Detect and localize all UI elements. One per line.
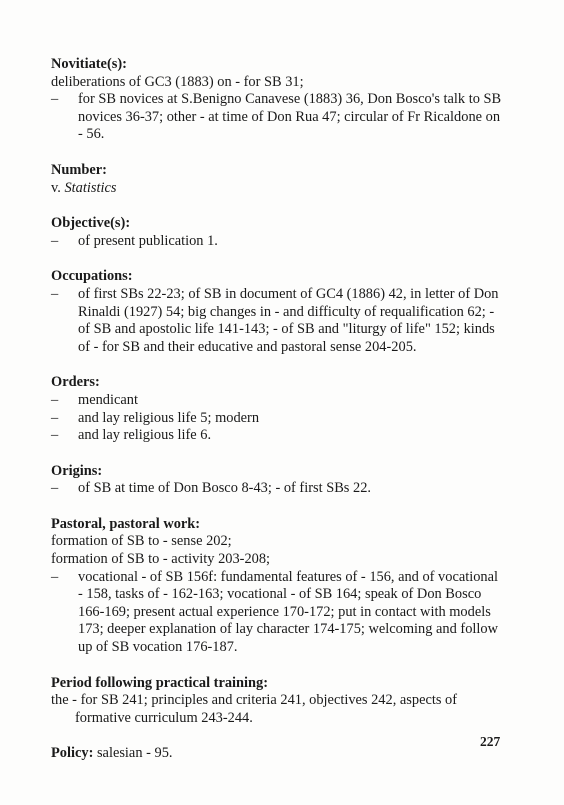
entry-line: deliberations of GC3 (1883) on - for SB 31; bbox=[51, 73, 304, 90]
index-entry bbox=[51, 516, 503, 657]
dash-item-text: vocational - of SB 156f: fundamental features of - 156, and of vocational - 158, tasks of - 162-163; vocational - of SB 164; speak of Don Bosco 166-169; present actual experience 170-172; put in contact with models 173; deeper explanation of lay character 174-175; welcoming and follow up of SB vocation 176-187. bbox=[78, 568, 498, 656]
dash-item-text: mendicant bbox=[78, 391, 138, 408]
dash-item-text: and lay religious life 5; modern bbox=[78, 409, 260, 426]
index-entry bbox=[51, 268, 503, 356]
entry-line: formation of SB to - sense 202; bbox=[51, 533, 232, 550]
entry-line bbox=[51, 180, 503, 198]
dash-item: – of SB at time of Don Bosco 8-43; - of first SBs 22. bbox=[51, 480, 371, 497]
dash-item-text: for SB novices at S.Benigno Canavese (1883) 36, Don Bosco's talk to SB novices 36-37; other - at time of Don Rua 47; circular of Fr Ricaldone on - 56. bbox=[78, 91, 502, 143]
dash-item: – of present publication 1. bbox=[51, 232, 218, 249]
dash-item: – of first SBs 22-23; of SB in document of GC4 (1886) 42, in letter of Don Rinaldi (1927) 54; big changes in - and difficulty of requalification 62; - of SB and apostolic life 141-143; - of SB and "liturgy of life" 152; kinds of - for SB and their educative and pastoral sense 204-205. bbox=[51, 285, 499, 355]
index-entry bbox=[51, 745, 503, 763]
index-entry bbox=[51, 56, 503, 144]
entry-heading: Occupations: bbox=[51, 268, 133, 285]
entry-heading: Novitiate(s): bbox=[51, 56, 127, 72]
index-entry bbox=[51, 463, 503, 498]
dash-item-text: of SB at time of Don Bosco 8-43; - of first SBs 22. bbox=[78, 480, 371, 497]
page-number: 227 bbox=[480, 734, 501, 749]
index-entry bbox=[51, 374, 503, 444]
index-entry bbox=[51, 215, 503, 250]
dash-item: – mendicant bbox=[51, 391, 138, 408]
dash-item-text: of first SBs 22-23; of SB in document of GC4 (1886) 42, in letter of Don Rinaldi (1927) 54; big changes in - and difficulty of requalification 62; - of SB and apostolic life 141-143; - of SB and "liturgy of life" 152; kinds of - for SB and their educative and pastoral sense 204-205. bbox=[78, 285, 499, 355]
cross-reference: v. Statistics bbox=[51, 179, 117, 196]
index-entry bbox=[51, 162, 503, 197]
dash-item: – and lay religious life 6. bbox=[51, 427, 212, 444]
entry-heading: Policy: bbox=[51, 745, 94, 762]
entry-heading: Origins: bbox=[51, 462, 103, 479]
entry-line bbox=[51, 745, 503, 763]
entry-text: salesian - 95. bbox=[93, 745, 173, 762]
entry-heading: Period following practical training: bbox=[51, 674, 269, 691]
index-content bbox=[51, 56, 503, 781]
dash-item: – and lay religious life 5; modern bbox=[51, 409, 260, 426]
dash-item-text: of present publication 1. bbox=[78, 232, 218, 249]
entry-heading: Pastoral, pastoral work: bbox=[51, 515, 201, 532]
entry-heading: Number: bbox=[51, 161, 107, 178]
entry-heading: Objective(s): bbox=[51, 215, 131, 232]
entry-line: formation of SB to - activity 203-208; bbox=[51, 551, 271, 568]
entry-heading: Orders: bbox=[51, 374, 100, 391]
index-entry bbox=[51, 675, 503, 728]
entry-line: the - for SB 241; principles and criteria 241, objectives 242, aspects of formative curriculum 243-244. bbox=[51, 692, 458, 726]
dash-item: – vocational - of SB 156f: fundamental features of - 156, and of vocational - 158, tasks of - 162-163; vocational - of SB 164; speak of Don Bosco 166-169; present actual experience 170-172; put in contact with models 173; deeper explanation of lay character 174-175; welcoming and follow up of SB vocation 176-187. bbox=[51, 568, 498, 656]
dash-item: – for SB novices at S.Benigno Canavese (1883) 36, Don Bosco's talk to SB novices 36-37; other - at time of Don Rua 47; circular of Fr Ricaldone on - 56. bbox=[51, 91, 502, 143]
dash-item-text: and lay religious life 6. bbox=[78, 427, 212, 444]
